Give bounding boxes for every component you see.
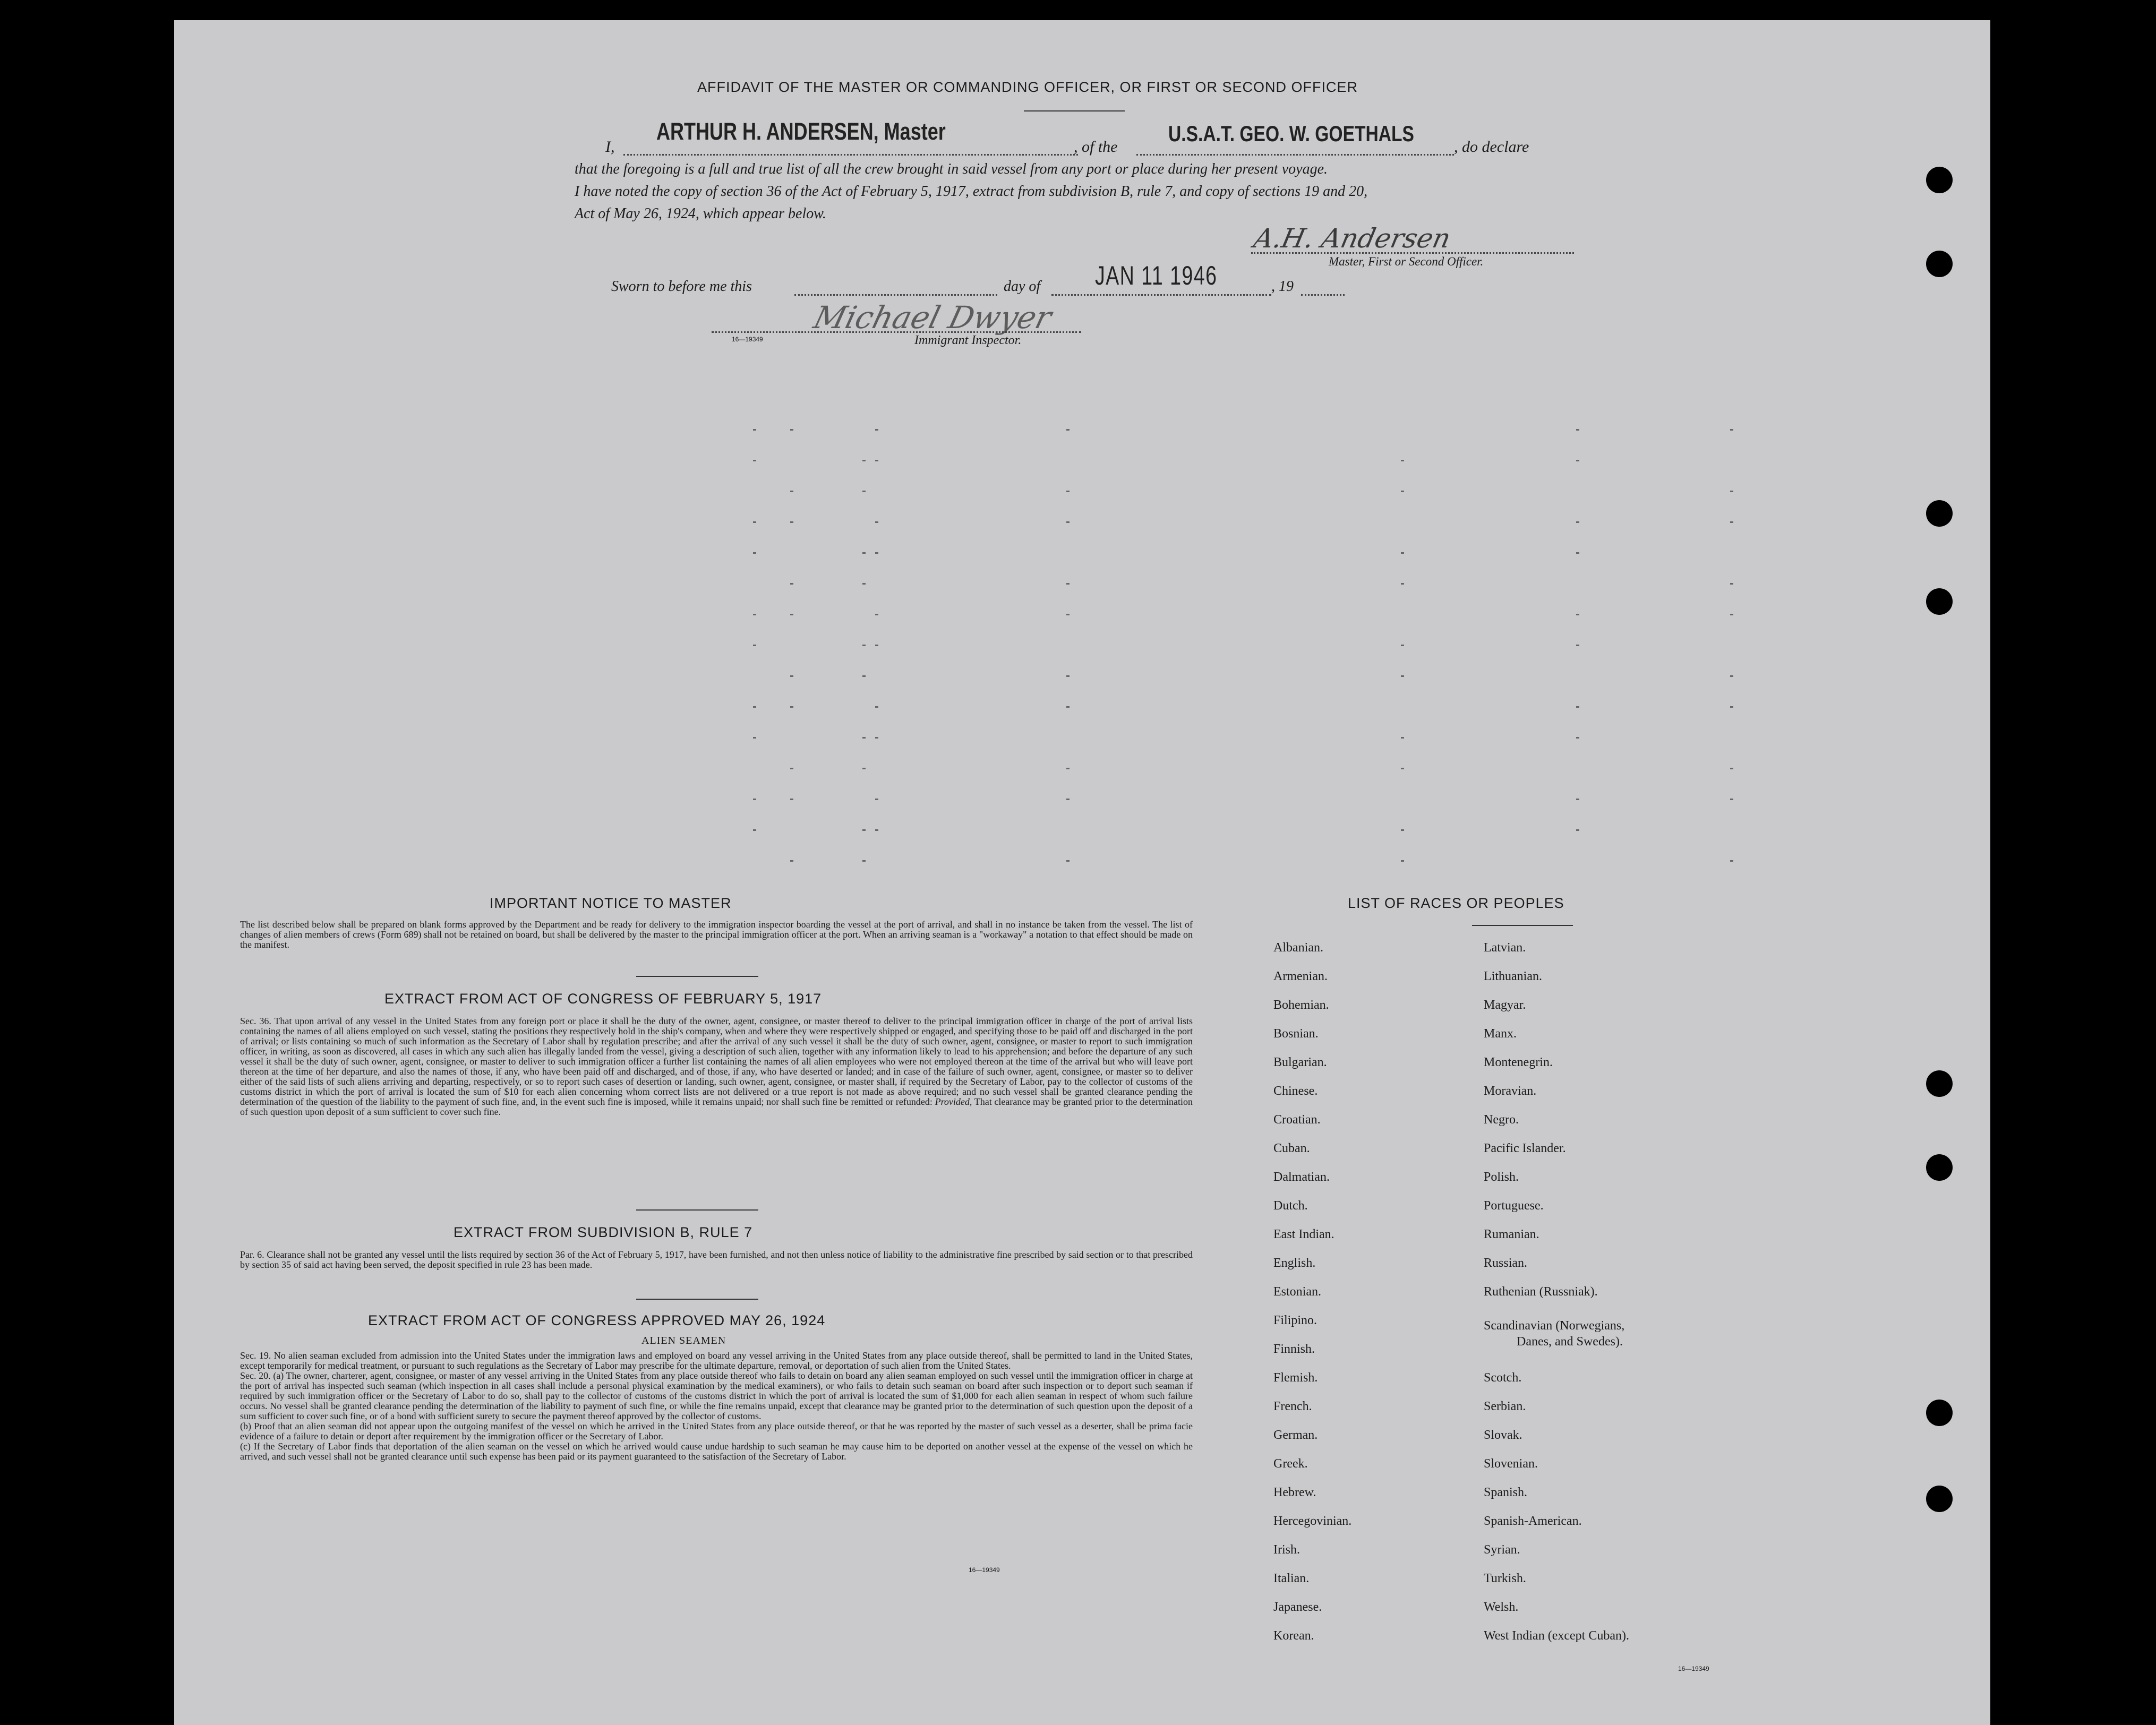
race-item: Portuguese. [1484, 1199, 1544, 1213]
ruling-mark [862, 737, 866, 739]
race-item: Serbian. [1484, 1400, 1526, 1413]
ruling-mark [1730, 860, 1733, 862]
document-page [174, 20, 1990, 1725]
divider [636, 1209, 758, 1211]
race-item: Japanese. [1273, 1600, 1322, 1614]
ruling-mark [1066, 675, 1070, 677]
race-item: Cuban. [1273, 1142, 1310, 1155]
proviso-text: That clearance may be granted prior to the determination of such question upon deposit of a sum sufficient to cover such fine. [240, 1096, 1193, 1117]
section-20b-text: (b) Proof that an alien seaman did not appear upon the outgoing manifest of the vessel on which he arrived in the United States from any place outside thereof, or that he was reported by the master of such vessel as a deserter, shall be prima facie evidence of a failure to detain or deport after requirement by the immigration officer or the Secretary of Labor. [240, 1421, 1193, 1441]
punch-hole [1926, 1486, 1953, 1512]
form-number: 16—19349 [732, 336, 763, 343]
ruling-mark [1730, 583, 1733, 585]
of-the-label: , of the [1074, 138, 1118, 156]
ruling-mark [875, 552, 878, 554]
affidavit-line-4: Act of May 26, 1924, which appear below. [575, 205, 826, 222]
race-item: Scotch. [1484, 1371, 1522, 1385]
ruling-mark [1066, 768, 1070, 769]
year-suffix: , 19 [1271, 278, 1294, 295]
notice-body: The list described below shall be prepared on blank forms approved by the Department and be ready for delivery to the immigration inspector boarding the vessel at the port of arrival, and shall in no instance be taken from the vessel. The list of changes of alien members of crews (Form 689) shall not be retained on board, but shall be delivered by the master to the principal immigration officer at the port. When an arriving seaman is a "workaway" a notation to that effect should be made on the manifest. [240, 919, 1193, 950]
race-item: Bosnian. [1273, 1027, 1319, 1041]
race-item: Korean. [1273, 1629, 1314, 1643]
ruling-mark [1730, 521, 1733, 523]
race-item: Croatian. [1273, 1113, 1321, 1127]
race-item: Russian. [1484, 1256, 1528, 1270]
extract-1924-body [240, 1351, 1193, 1462]
punch-hole [1926, 1400, 1953, 1426]
ruling-mark [875, 521, 878, 523]
race-item: Montenegrin. [1484, 1055, 1553, 1069]
do-declare-label: , do declare [1454, 138, 1529, 156]
ruling-mark [790, 799, 793, 800]
divider [636, 1299, 758, 1300]
ruling-mark [875, 706, 878, 708]
race-item: Albanian. [1273, 941, 1323, 955]
ruling-mark [1066, 860, 1070, 862]
section-20c-text: (c) If the Secretary of Labor finds that deportation of the alien seaman on the vessel on which he arrived would cause undue hardship to such seaman he may cause him to be deported on another vessel at the expense of the vessel on which he arrived, and such vessel shall not be granted clearance until such expense has been paid or its payment guaranteed to the satisfaction of the Secretary of Labor. [240, 1441, 1193, 1462]
race-item: Negro. [1484, 1113, 1519, 1127]
inspector-line [712, 331, 1081, 333]
alien-seamen-subtitle: ALIEN SEAMEN [641, 1335, 726, 1346]
ruling-mark [753, 737, 756, 739]
ruling-mark [753, 706, 756, 708]
ruling-mark [862, 491, 866, 492]
race-item: Filipino. [1273, 1314, 1317, 1327]
ruling-mark [862, 860, 866, 862]
ruling-mark [1066, 799, 1070, 800]
ruling-mark [1730, 706, 1733, 708]
section-36-label: Sec. 36. [240, 1016, 271, 1026]
ruling-mark [790, 491, 793, 492]
proviso-word: Provided, [935, 1096, 972, 1107]
race-item: English. [1273, 1256, 1316, 1270]
ruling-mark [1576, 521, 1579, 523]
form-number: 16—19349 [969, 1566, 1000, 1574]
extract-1924-title: EXTRACT FROM ACT OF CONGRESS APPROVED MAY 26, 1924 [368, 1312, 826, 1328]
race-item: Dutch. [1273, 1199, 1308, 1213]
sworn-label: Sworn to before me this [611, 278, 752, 295]
ruling-mark [790, 675, 793, 677]
ruling-mark [875, 829, 878, 831]
inspector-caption: Immigrant Inspector. [914, 333, 1022, 347]
ruling-mark [1401, 645, 1404, 646]
master-name: ARTHUR H. ANDERSEN, Master [656, 118, 946, 145]
rule-7-title: EXTRACT FROM SUBDIVISION B, RULE 7 [454, 1224, 753, 1240]
race-item: Hercegovinian. [1273, 1514, 1352, 1528]
race-item: Greek. [1273, 1457, 1308, 1471]
ruling-mark [1730, 429, 1733, 431]
race-item: French. [1273, 1400, 1312, 1413]
ruling-mark [1401, 583, 1404, 585]
affidavit-line-3: I have noted the copy of section 36 of the Act of February 5, 1917, extract from subdivision B, rule 7, and copy of sections 19 and 20, [575, 183, 1368, 200]
ruling-mark [862, 552, 866, 554]
rule-7-body: Par. 6. Clearance shall not be granted any vessel until the lists required by section 36 of the Act of February 5, 1917, have been furnished, and not then unless notice of liability to the administrative fine prescribed by said section or to that prescribed by section 35 of said act having been served, the deposit specified in rule 23 has been made. [240, 1249, 1193, 1270]
ruling-mark [790, 860, 793, 862]
ruling-mark [790, 614, 793, 615]
race-item: Scandinavian (Norwegians, [1484, 1319, 1625, 1333]
ruling-mark [753, 799, 756, 800]
ruling-mark [753, 552, 756, 554]
ruling-mark [1576, 460, 1579, 461]
race-item: Bohemian. [1273, 998, 1329, 1012]
race-item: Estonian. [1273, 1285, 1321, 1299]
race-item: Armenian. [1273, 969, 1328, 983]
ruling-mark [1066, 583, 1070, 585]
ruling-mark [790, 768, 793, 769]
ruling-mark [1401, 829, 1404, 831]
ruling-mark [790, 583, 793, 585]
ruling-mark [1401, 552, 1404, 554]
i-label: I, [605, 138, 615, 156]
race-item: Latvian. [1484, 941, 1526, 955]
ruling-mark [753, 521, 756, 523]
section-19-text: Sec. 19. No alien seaman excluded from admission into the United States under the immigration laws and employed on board any vessel arriving in the United States from any place outside thereof, shall be permitted to land in the United States, except temporarily for medical treatment, or pursuant to such regulations as the Secretary of Labor may prescribe for the ultimate departure, removal, or deportation of such alien from the United States. [240, 1350, 1193, 1371]
race-item: Spanish. [1484, 1486, 1528, 1499]
ruling-mark [1066, 429, 1070, 431]
ruling-mark [875, 799, 878, 800]
race-item: Finnish. [1273, 1342, 1315, 1356]
ruling-mark [875, 645, 878, 646]
signature-line [1251, 252, 1574, 254]
date-stamp: JAN 11 1946 [1095, 261, 1218, 290]
race-item: German. [1273, 1428, 1318, 1442]
race-item: Irish. [1273, 1543, 1300, 1557]
ruling-mark [875, 614, 878, 615]
notice-title: IMPORTANT NOTICE TO MASTER [490, 895, 732, 911]
ruling-mark [1066, 706, 1070, 708]
extract-1917-title: EXTRACT FROM ACT OF CONGRESS OF FEBRUARY 5, 1917 [384, 991, 822, 1007]
vessel-line [1136, 154, 1454, 156]
races-title: LIST OF RACES OR PEOPLES [1348, 895, 1564, 911]
punch-hole [1926, 251, 1953, 277]
ruling-mark [790, 521, 793, 523]
race-item: Hebrew. [1273, 1486, 1316, 1499]
ruling-mark [1401, 768, 1404, 769]
ruling-mark [862, 645, 866, 646]
ruling-mark [1730, 799, 1733, 800]
ruling-mark [875, 429, 878, 431]
name-line [623, 154, 1078, 156]
ruling-mark [862, 768, 866, 769]
race-item: Rumanian. [1484, 1228, 1539, 1241]
race-item: Turkish. [1484, 1572, 1526, 1585]
race-item: Moravian. [1484, 1084, 1537, 1098]
divider [1472, 925, 1573, 926]
race-item: Welsh. [1484, 1600, 1519, 1614]
section-20a-text: Sec. 20. (a) The owner, charterer, agent, consignee, or master of any vessel arriving in the United States from any place outside thereof who fails to detain on board any alien seaman employed on such vessel until the immigration officer in charge at the port of arrival has inspected such seaman (which inspection in all cases shall include a personal physical examination by the medical examiners), or who fails to detain such seaman on board after such inspection or to deport such seaman if required by such immigration officer or the Secretary of Labor to do so, shall pay to the collector of customs of the customs district in which the port of arrival is located the sum of $1,000 for each alien seaman in respect of whom such failure occurs. No vessel shall be granted clearance pending the determination of the liability to payment of such fine, or while the fine remains unpaid, except that clearance may be granted prior to the determination of such question upon the deposit of a sum sufficient to cover such fine, or of a bond with sufficient surety to secure the payment thereof approved by the collector of customs. [240, 1370, 1193, 1421]
master-signature: A.H. Andersen [1251, 223, 1453, 254]
sworn-date-line [1051, 294, 1271, 296]
affidavit-line-2: that the foregoing is a full and true list of all the crew brought in said vessel from any port or place during her present voyage. [575, 161, 1328, 177]
vessel-name: U.S.A.T. GEO. W. GOETHALS [1168, 121, 1414, 146]
race-item: East Indian. [1273, 1228, 1334, 1241]
ruling-mark [753, 429, 756, 431]
ruling-mark [1401, 460, 1404, 461]
ruling-mark [862, 583, 866, 585]
ruling-mark [1401, 491, 1404, 492]
race-item: West Indian (except Cuban). [1484, 1629, 1629, 1643]
punch-hole [1926, 588, 1953, 615]
divider [636, 976, 758, 977]
punch-hole [1926, 167, 1953, 193]
race-item: Pacific Islander. [1484, 1142, 1566, 1155]
punch-hole [1926, 1070, 1953, 1097]
race-item: Spanish-American. [1484, 1514, 1582, 1528]
ruling-mark [1401, 675, 1404, 677]
ruling-mark [753, 460, 756, 461]
section-36-text: That upon arrival of any vessel in the United States from any foreign port or place it shall be the duty of the owner, agent, consignee, or master thereof to deliver to the principal immigration officer in charge of the port of arrival lists containing the names of all aliens employed on such vessel, stating the positions they respectively hold in the ship's company, when and where they were respectively shipped or engaged, and specifying those to be paid off and discharged in the port of arrival; or lists containing so much of such information as the Secretary of Labor shall by regulation prescribe; and after the arrival of any such vessel it shall be the duty of such owner, agent, consignee, or master to report to such immigration officer, in writing, as soon as discovered, all cases in which any such alien has illegally landed from the vessel, giving a description of such alien, together with any information likely to lead to his apprehension; and before the departure of any such vessel it shall be the duty of such owner, agent, consignee, or master to deliver to such immigration officer a further list containing the names of all alien employees who were not employed thereon at the time of the arrival but who will leave port thereon at the time of her departure, and also the names of those, if any, who have been paid off and discharged, and of those, if any, who have deserted or landed; and in case of the failure of such owner, agent, consignee, or master so to deliver either of the said lists of such aliens arriving and departing, respectively, or so to report such cases of desertion or landing, such owner, agent, consignee, or master shall, if required by the Secretary of Labor, pay to the collector of customs of the customs district in which the port of arrival is located the sum of $10 for each alien concerning whom correct lists are not delivered or a true report is not made as above required; and no such vessel shall be granted clearance pending the determination of the question of the liability to the payment of such fine, and, in the event such fine is imposed, while it remains unpaid; nor shall such fine be remitted or refunded: [240, 1016, 1193, 1107]
ruling-mark [753, 829, 756, 831]
race-item: Italian. [1273, 1572, 1310, 1585]
ruling-mark [875, 460, 878, 461]
race-item: Ruthenian (Russniak). [1484, 1285, 1598, 1299]
ruling-mark [1576, 799, 1579, 800]
ruling-mark [1730, 491, 1733, 492]
race-item: Slovenian. [1484, 1457, 1538, 1471]
ruling-mark [1576, 645, 1579, 646]
ruling-mark [1576, 614, 1579, 615]
ruling-mark [1401, 860, 1404, 862]
race-item: Dalmatian. [1273, 1170, 1330, 1184]
year-line [1301, 294, 1345, 296]
ruling-mark [1576, 552, 1579, 554]
ruling-mark [790, 429, 793, 431]
ruling-mark [862, 829, 866, 831]
ruling-mark [753, 645, 756, 646]
ruling-mark [1066, 521, 1070, 523]
race-item: Lithuanian. [1484, 969, 1542, 983]
race-item: Danes, and Swedes). [1517, 1335, 1623, 1349]
ruling-mark [1730, 768, 1733, 769]
ruling-mark [753, 614, 756, 615]
ruling-mark [1730, 614, 1733, 615]
ruling-mark [1576, 706, 1579, 708]
ruling-mark [1576, 429, 1579, 431]
race-item: Flemish. [1273, 1371, 1318, 1385]
sworn-day-line [794, 294, 997, 296]
punch-hole [1926, 500, 1953, 527]
extract-1917-body [240, 1016, 1193, 1117]
race-item: Syrian. [1484, 1543, 1520, 1557]
ruling-mark [1066, 614, 1070, 615]
master-caption: Master, First or Second Officer. [1329, 255, 1484, 268]
ruling-mark [790, 706, 793, 708]
punch-hole [1926, 1154, 1953, 1181]
race-item: Bulgarian. [1273, 1055, 1327, 1069]
race-item: Chinese. [1273, 1084, 1318, 1098]
race-item: Manx. [1484, 1027, 1517, 1041]
day-of-label: day of [1004, 278, 1041, 295]
divider [1024, 110, 1125, 111]
ruling-mark [1730, 675, 1733, 677]
race-item: Polish. [1484, 1170, 1519, 1184]
ruling-mark [1576, 737, 1579, 739]
ruling-mark [1576, 829, 1579, 831]
affidavit-title: AFFIDAVIT OF THE MASTER OR COMMANDING OFFICER, OR FIRST OR SECOND OFFICER [697, 79, 1358, 95]
ruling-mark [862, 460, 866, 461]
ruling-mark [1066, 491, 1070, 492]
ruling-mark [862, 675, 866, 677]
ruling-mark [875, 737, 878, 739]
race-item: Magyar. [1484, 998, 1526, 1012]
inspector-signature: Michael Dwyer [810, 299, 1056, 336]
race-item: Slovak. [1484, 1428, 1522, 1442]
ruling-mark [1401, 737, 1404, 739]
form-number: 16—19349 [1678, 1665, 1709, 1672]
